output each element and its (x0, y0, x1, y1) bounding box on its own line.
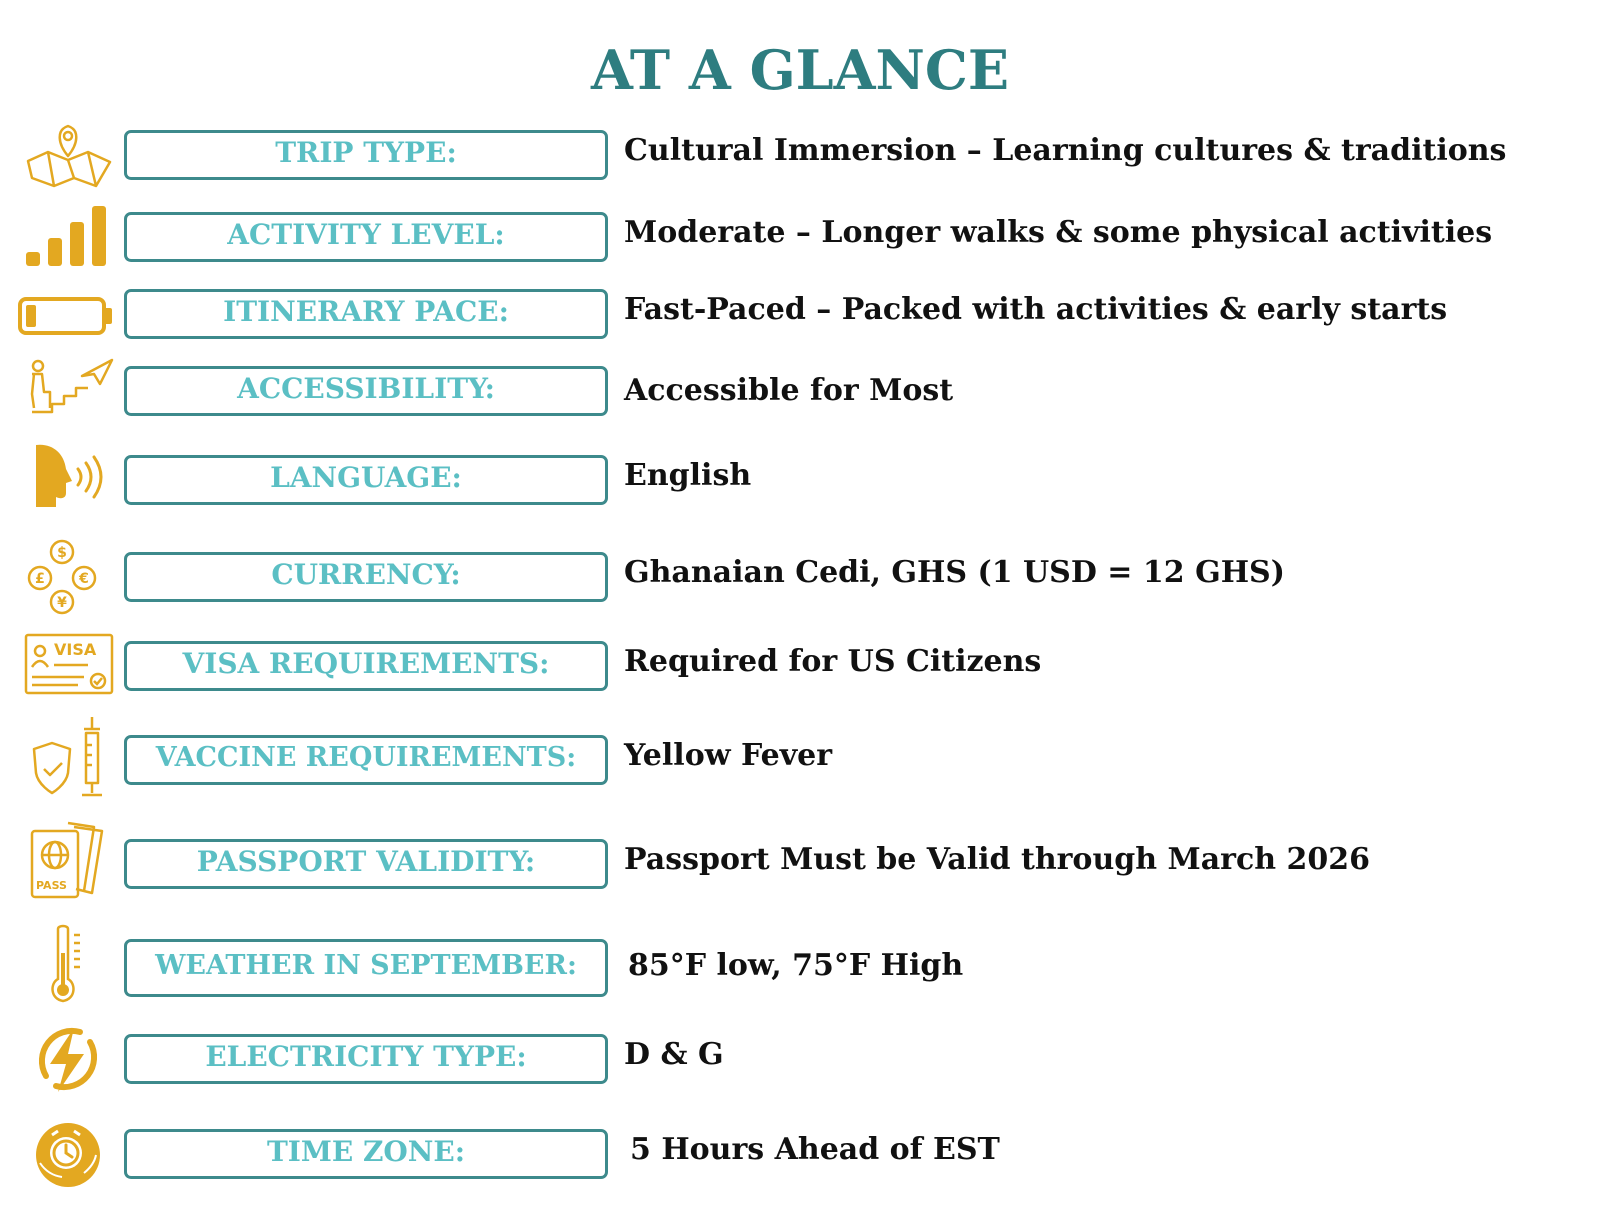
row-trip-type (0, 126, 1600, 186)
accessibility-value: Accessible for Most (624, 373, 954, 408)
vaccine-icon (18, 715, 118, 805)
label-box (124, 366, 608, 416)
signal-bars-icon (18, 198, 118, 278)
label-box (124, 455, 608, 505)
time-zone-value: 5 Hours Ahead of EST (630, 1132, 1000, 1167)
battery-icon (18, 275, 118, 355)
row-currency (0, 545, 1600, 611)
trip-type-label: TRIP TYPE: (275, 135, 457, 169)
row-itinerary-pace (0, 285, 1600, 345)
accessibility-label: ACCESSIBILITY: (237, 371, 495, 405)
visa-icon-text: VISA (54, 640, 97, 659)
electricity-label: ELECTRICITY TYPE: (205, 1039, 527, 1073)
language-label: LANGUAGE: (270, 460, 462, 494)
passport-icon-text: PASS (36, 879, 67, 892)
itinerary-pace-value: Fast-Paced – Packed with activities & early starts (624, 292, 1448, 327)
label-box (124, 1034, 608, 1084)
currency-icon (18, 538, 118, 618)
passport-validity-value: Passport Must be Valid through March 2026 (624, 842, 1370, 877)
passport-validity-label: PASSPORT VALIDITY: (196, 844, 536, 878)
weather-label: WEATHER IN SEPTEMBER: (155, 949, 577, 981)
speaking-head-icon (18, 441, 118, 521)
svg-text:£: £ (35, 571, 45, 587)
label-box (124, 212, 608, 262)
currency-label: CURRENCY: (271, 557, 461, 591)
vaccine-requirements-value: Yellow Fever (624, 738, 833, 773)
label-box (124, 839, 608, 889)
row-electricity (0, 1030, 1600, 1090)
svg-text:$: $ (57, 545, 67, 561)
row-weather (0, 935, 1600, 995)
itinerary-pace-label: ITINERARY PACE: (223, 294, 509, 328)
svg-text:€: € (79, 571, 89, 587)
thermometer-icon (18, 923, 118, 1009)
label-box (124, 552, 608, 602)
label-box (124, 735, 608, 785)
row-language (0, 451, 1600, 511)
stairs-icon (18, 352, 118, 432)
row-passport-validity (0, 835, 1600, 895)
trip-type-value: Cultural Immersion – Learning cultures & traditions (624, 133, 1507, 168)
map-pin-icon (18, 116, 118, 196)
activity-level-value: Moderate – Longer walks & some physical activities (624, 215, 1493, 250)
row-activity-level (0, 208, 1600, 268)
row-accessibility (0, 362, 1600, 422)
page-title: AT A GLANCE (590, 38, 1010, 102)
row-visa-requirements (0, 637, 1600, 697)
row-time-zone (0, 1125, 1600, 1185)
vaccine-requirements-label: VACCINE REQUIREMENTS: (155, 741, 577, 773)
label-box (124, 130, 608, 180)
clock-globe-icon (18, 1115, 118, 1195)
weather-value: 85°F low, 75°F High (628, 948, 964, 983)
currency-value: Ghanaian Cedi, GHS (1 USD = 12 GHS) (624, 555, 1285, 590)
visa-card-icon (18, 627, 118, 707)
time-zone-label: TIME ZONE: (266, 1134, 466, 1168)
electricity-value: D & G (624, 1037, 724, 1072)
activity-level-label: ACTIVITY LEVEL: (227, 217, 505, 251)
label-box (124, 289, 608, 339)
label-box (124, 1129, 608, 1179)
language-value: English (624, 458, 752, 493)
passport-icon (18, 821, 118, 907)
row-vaccine-requirements (0, 731, 1600, 791)
lightning-icon (18, 1020, 118, 1100)
label-box (124, 641, 608, 691)
visa-requirements-value: Required for US Citizens (624, 644, 1042, 679)
visa-requirements-label: VISA REQUIREMENTS: (182, 646, 550, 680)
svg-text:¥: ¥ (57, 595, 67, 611)
label-box (124, 939, 608, 997)
